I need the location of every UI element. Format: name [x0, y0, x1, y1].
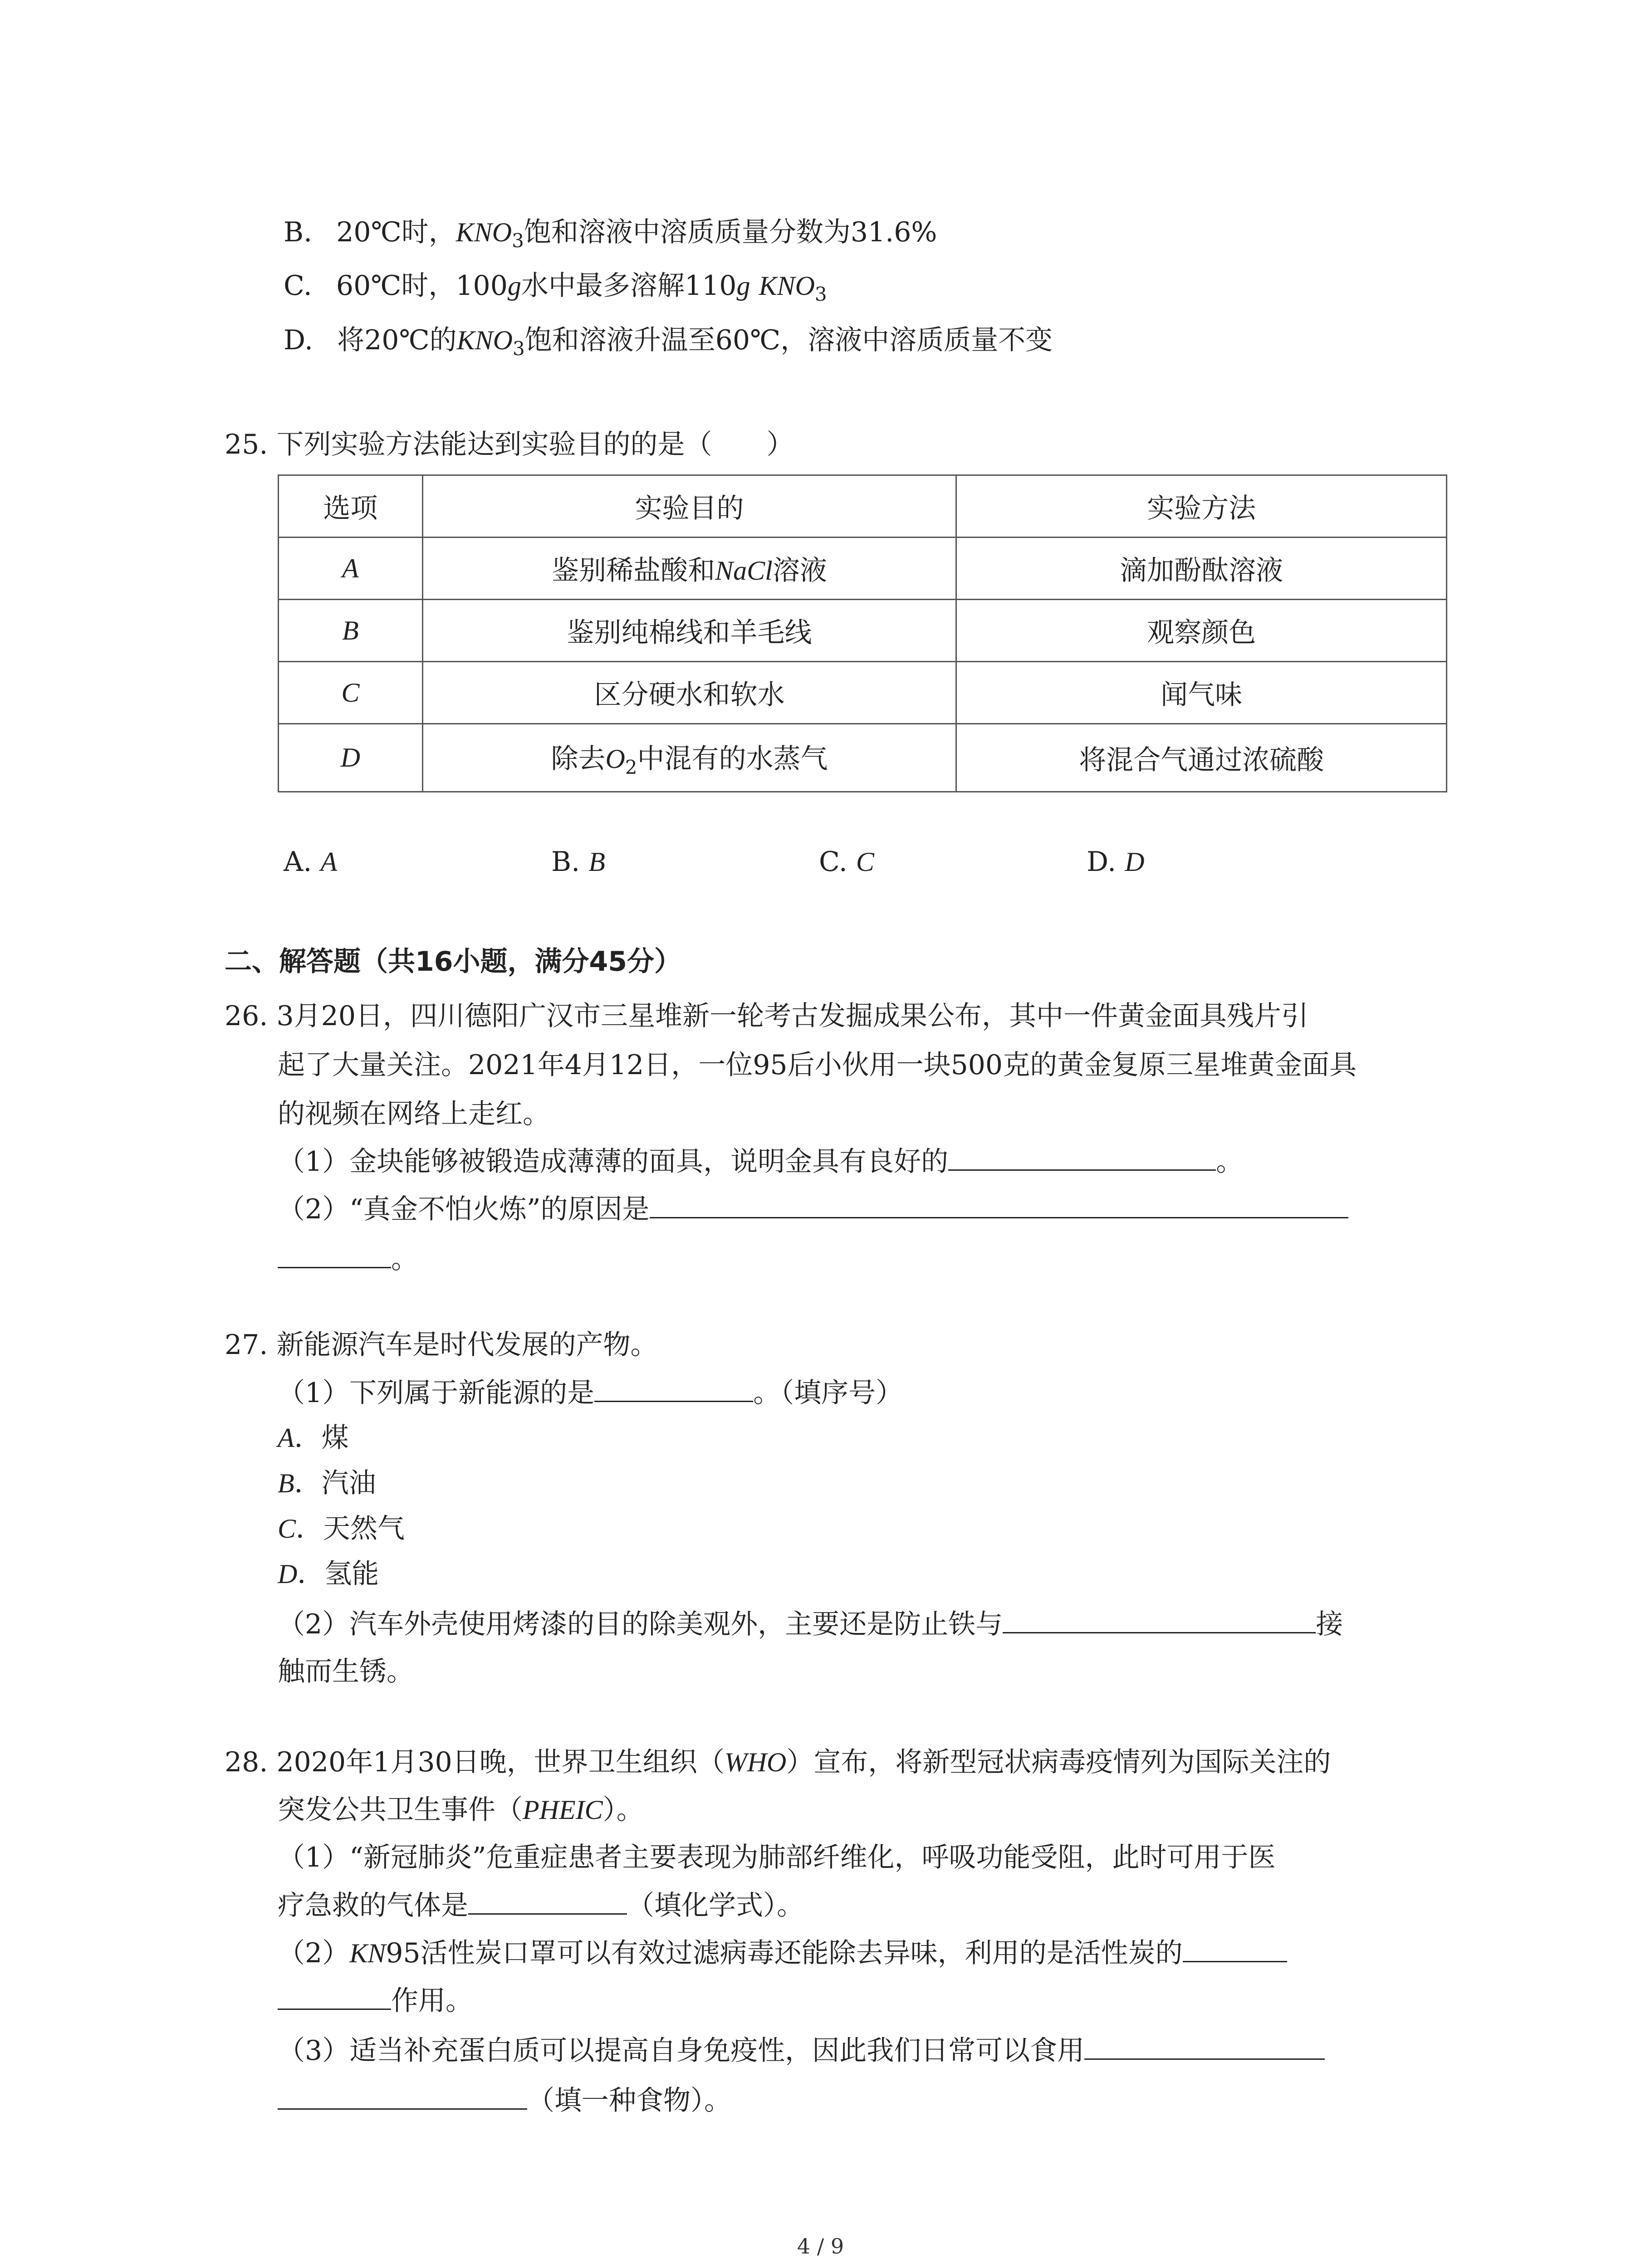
q28-line1: 28. 2020年1月30日晚，世界卫生组织（WHO）宣布，将新型冠状病毒疫情列为国际关注的 — [225, 1746, 1331, 1778]
q26-line3: 的视频在网络上走红。 — [278, 1098, 550, 1130]
answer-blank[interactable] — [1183, 1935, 1287, 1962]
q25-answer-c: C. C — [819, 846, 874, 878]
answer-blank[interactable] — [1003, 1606, 1316, 1633]
q28-part2-cont: 作用。 — [278, 1982, 473, 2019]
table-cell-option: D — [279, 724, 423, 792]
answer-blank[interactable] — [278, 1982, 391, 2010]
table-row — [279, 662, 1447, 724]
q27-option-d: D．氢能 — [278, 1558, 379, 1590]
table-row — [279, 724, 1447, 792]
q28-line2: 突发公共卫生事件（PHEIC）。 — [278, 1794, 644, 1826]
table-header-cell: 选项 — [279, 475, 423, 538]
answer-blank[interactable] — [594, 1374, 753, 1402]
table-cell-option: B — [279, 600, 423, 662]
q26-line1: 26. 3月20日，四川德阳广汉市三星堆新一轮考古发掘成果公布，其中一件黄金面具残片引 — [225, 1000, 1309, 1032]
q28-part2: （2）KN95活性炭口罩可以有效过滤病毒还能除去异味，利用的是活性炭的 — [278, 1935, 1287, 1971]
q25-answer-a: A. A — [284, 846, 338, 878]
answer-blank[interactable] — [468, 1887, 627, 1915]
q26-part2: （2）“真金不怕火炼”的原因是 — [278, 1191, 1348, 1227]
q25-stem: 25. 下列实验方法能达到实验目的的是（ ） — [225, 429, 794, 460]
answer-blank[interactable] — [278, 2082, 527, 2110]
q26-line2: 起了大量关注。2021年4月12日，一位95后小伙用一块500克的黄金复原三星堆黄金面具 — [278, 1049, 1357, 1081]
q27-part1: （1）下列属于新能源的是 。（填序号） — [278, 1374, 903, 1411]
table-cell-method: 观察颜色 — [956, 600, 1447, 662]
table-cell-method: 闻气味 — [956, 662, 1447, 724]
q24-option-c: C. 60℃时，100g水中最多溶解110g $KNO_3$ — [284, 270, 827, 305]
table-header-row — [279, 475, 1447, 538]
q25-table — [278, 474, 1447, 792]
answer-blank[interactable] — [1084, 2032, 1325, 2060]
table-row — [279, 538, 1447, 600]
q24-option-d: D. 将20℃的$KNO_3$饱和溶液升温至60℃，溶液中溶质质量不变 — [284, 324, 1053, 360]
q26-part2-cont: 。 — [278, 1241, 418, 1277]
q27-option-a: A．煤 — [278, 1422, 349, 1454]
section-title: 二、解答题（共16小题，满分45分） — [225, 946, 681, 978]
table-cell-purpose: 鉴别稀盐酸和NaCl溶液 — [422, 538, 956, 600]
q27-part2-cont: 触而生锈。 — [278, 1656, 414, 1687]
answer-blank[interactable] — [650, 1191, 1348, 1218]
table-cell-method: 将混合气通过浓硫酸 — [956, 724, 1447, 792]
table-cell-option: C — [279, 662, 423, 724]
answer-blank[interactable] — [948, 1143, 1216, 1171]
q24-option-b: B. 20℃时，$KNO_3$饱和溶液中溶质质量分数为31.6% — [284, 216, 937, 252]
table-cell-method: 滴加酚酞溶液 — [956, 538, 1447, 600]
q28-part1: （1）“新冠肺炎”危重症患者主要表现为肺部纤维化，呼吸功能受阻，此时可用于医 — [278, 1842, 1276, 1873]
q26-part1: （1）金块能够被锻造成薄薄的面具，说明金具有良好的 。 — [278, 1143, 1243, 1180]
q25-answer-d: D. D — [1087, 846, 1145, 878]
table-row — [279, 600, 1447, 662]
q27-option-b: B．汽油 — [278, 1467, 376, 1499]
table-cell-purpose: 除去$O_2$中混有的水蒸气 — [422, 724, 956, 792]
page-number: 4 / 9 — [797, 2234, 844, 2258]
q28-part1-cont: 疗急救的气体是 （填化学式）。 — [278, 1887, 804, 1924]
q27-line1: 27. 新能源汽车是时代发展的产物。 — [225, 1329, 658, 1361]
q28-part3: （3）适当补充蛋白质可以提高自身免疫性，因此我们日常可以食用 — [278, 2032, 1325, 2069]
q27-option-c: C．天然气 — [278, 1513, 405, 1545]
answer-blank[interactable] — [278, 1241, 391, 1268]
q27-part2: （2）汽车外壳使用烤漆的目的除美观外，主要还是防止铁与 接 — [278, 1606, 1343, 1642]
q28-part3-cont: （填一种食物）。 — [278, 2082, 731, 2119]
q25-answer-b: B. B — [551, 846, 605, 878]
table-cell-purpose: 鉴别纯棉线和羊毛线 — [422, 600, 956, 662]
table-cell-option: A — [279, 538, 423, 600]
table-header-cell: 实验目的 — [422, 475, 956, 538]
table-header-cell: 实验方法 — [956, 475, 1447, 538]
table-cell-purpose: 区分硬水和软水 — [422, 662, 956, 724]
